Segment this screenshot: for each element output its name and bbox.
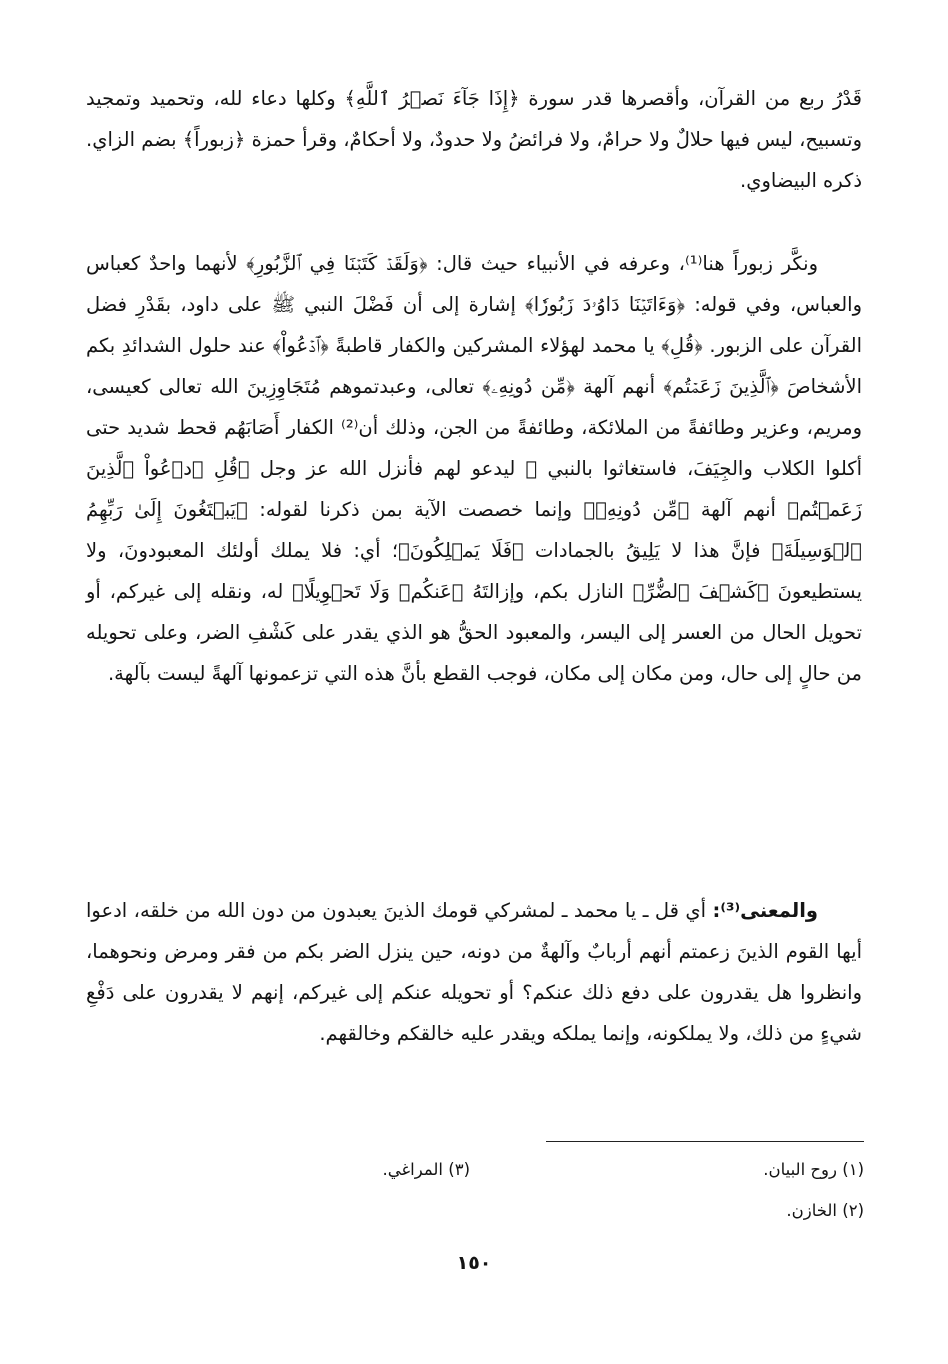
paragraph-text: أي قل ـ يا محمد ـ لمشركي قومك الذينَ يعبدون من دون الله من خلقه، ادعوا أيها القوم الذينَ زعمتم أنهم أربابٌ وآلهةٌ من دونه، حين ينزل الضر بكم من فقر ومرض ونحوهما، وانظروا هل يقدرون على دفع ذلك عنكم؟ أو تحويله عنكم إلى غيركم، إنهم لا يقدرون على دَفْعِ شيءٍ من ذلك، ولا يملكونه، وإنما يملكه ويقدر عليه خالقكم وخالقهم. — [86, 899, 862, 1045]
page-number: ١٥٠ — [456, 1252, 492, 1274]
paragraph-text: قَدْرُ ربع من القرآن، وأقصرها قدر سورة ﴿إِذَا جَآءَ نَصۡرُ ٱللَّهِ﴾ وكلها دعاء لله، وتحميد وتمجيد وتسبيح، ليس فيها حلالٌ ولا حرامٌ، ولا فرائضُ ولا حدودٌ، ولا أحكامٌ، وقرأ حمزة ﴿زبوراً﴾ بضم الزاي. ذكره البيضاوي. — [86, 87, 862, 192]
body-paragraph — [86, 78, 862, 201]
footnote: (٢) الخازن. — [786, 1201, 864, 1220]
footnote: (٣) المراغي. — [382, 1160, 470, 1179]
body-paragraph — [86, 243, 862, 694]
paragraph-text: ونكَّر زبوراً هنا⁽¹⁾، وعرفه في الأنبياء حيث قال: ﴿وَلَقَدۡ كَتَبۡنَا فِي ٱلزَّبُورِ﴾ لأنهما واحدٌ كعباس والعباس، وفي قوله: ﴿وَءَاتَيۡنَا دَاوُۥدَ زَبُورٗا﴾ إشارة إلى أن فَضْلَ النبي ﷺ على داود، بقَدْرِ فضل القرآن على الزبور. ﴿قُلِ﴾ يا محمد لهؤلاء المشركين والكفار قاطبةً ﴿ٱدۡعُواْ﴾ عند حلول الشدائدِ بكم الأشخاصَ ﴿ٱلَّذِينَ زَعَمۡتُم﴾ أنهم آلهة ﴿مِّن دُونِهِۦ﴾ تعالى، وعبدتموهم مُتَجَاوِزِينَ الله تعالى كعيسى، ومريم، وعزير وطائفةً من الملائكة، وطائفةً من الجن، وذلك أن⁽²⁾ الكفار أَصَابَهُم قحط شديد حتى أكلوا الكلاب والجِيَفَ، فاستغاثوا بالنبي ﷺ ليدعو لهم فأنزل الله عز وجل ﴿قُلِ ٱدۡعُواْ ٱلَّذِينَ زَعَمۡتُم﴾ أنهم آلهة ﴿مِّن دُونِهِۦ﴾ وإنما خصصت الآية بمن ذكرنا لقوله: ﴿يَبۡتَغُونَ إِلَىٰ رَبِّهِمُ ٱلۡوَسِيلَةَ﴾ فإنَّ هذا لا يَلِيقُ بالجمادات ﴿فَلَا يَمۡلِكُونَ﴾؛ أي: فلا يملك أولئك المعبودونَ، ولا يستطيعونَ ﴿كَشۡفَ ٱلضُّرِّ﴾ النازل بكم، وإزالتَهُ ﴿عَنكُمۡ وَلَا تَحۡوِيلًا﴾ له، ونقله إلى غيركم، أو تحويل الحال من العسر إلى اليسر، والمعبود الحقُّ هو الذي يقدر على كَشْفِ الضر، وعلى تحويله من حالٍ إلى حال، ومن مكان إلى مكان، فوجب القطع بأنَّ هذه التي تزعمونها آلهةً ليست بآلهة. — [86, 252, 862, 685]
body-paragraph — [86, 890, 862, 1054]
footnote-separator — [546, 1141, 864, 1142]
footnote: (١) روح البيان. — [763, 1160, 864, 1179]
paragraph-lead: والمعنى⁽³⁾: — [712, 899, 818, 922]
